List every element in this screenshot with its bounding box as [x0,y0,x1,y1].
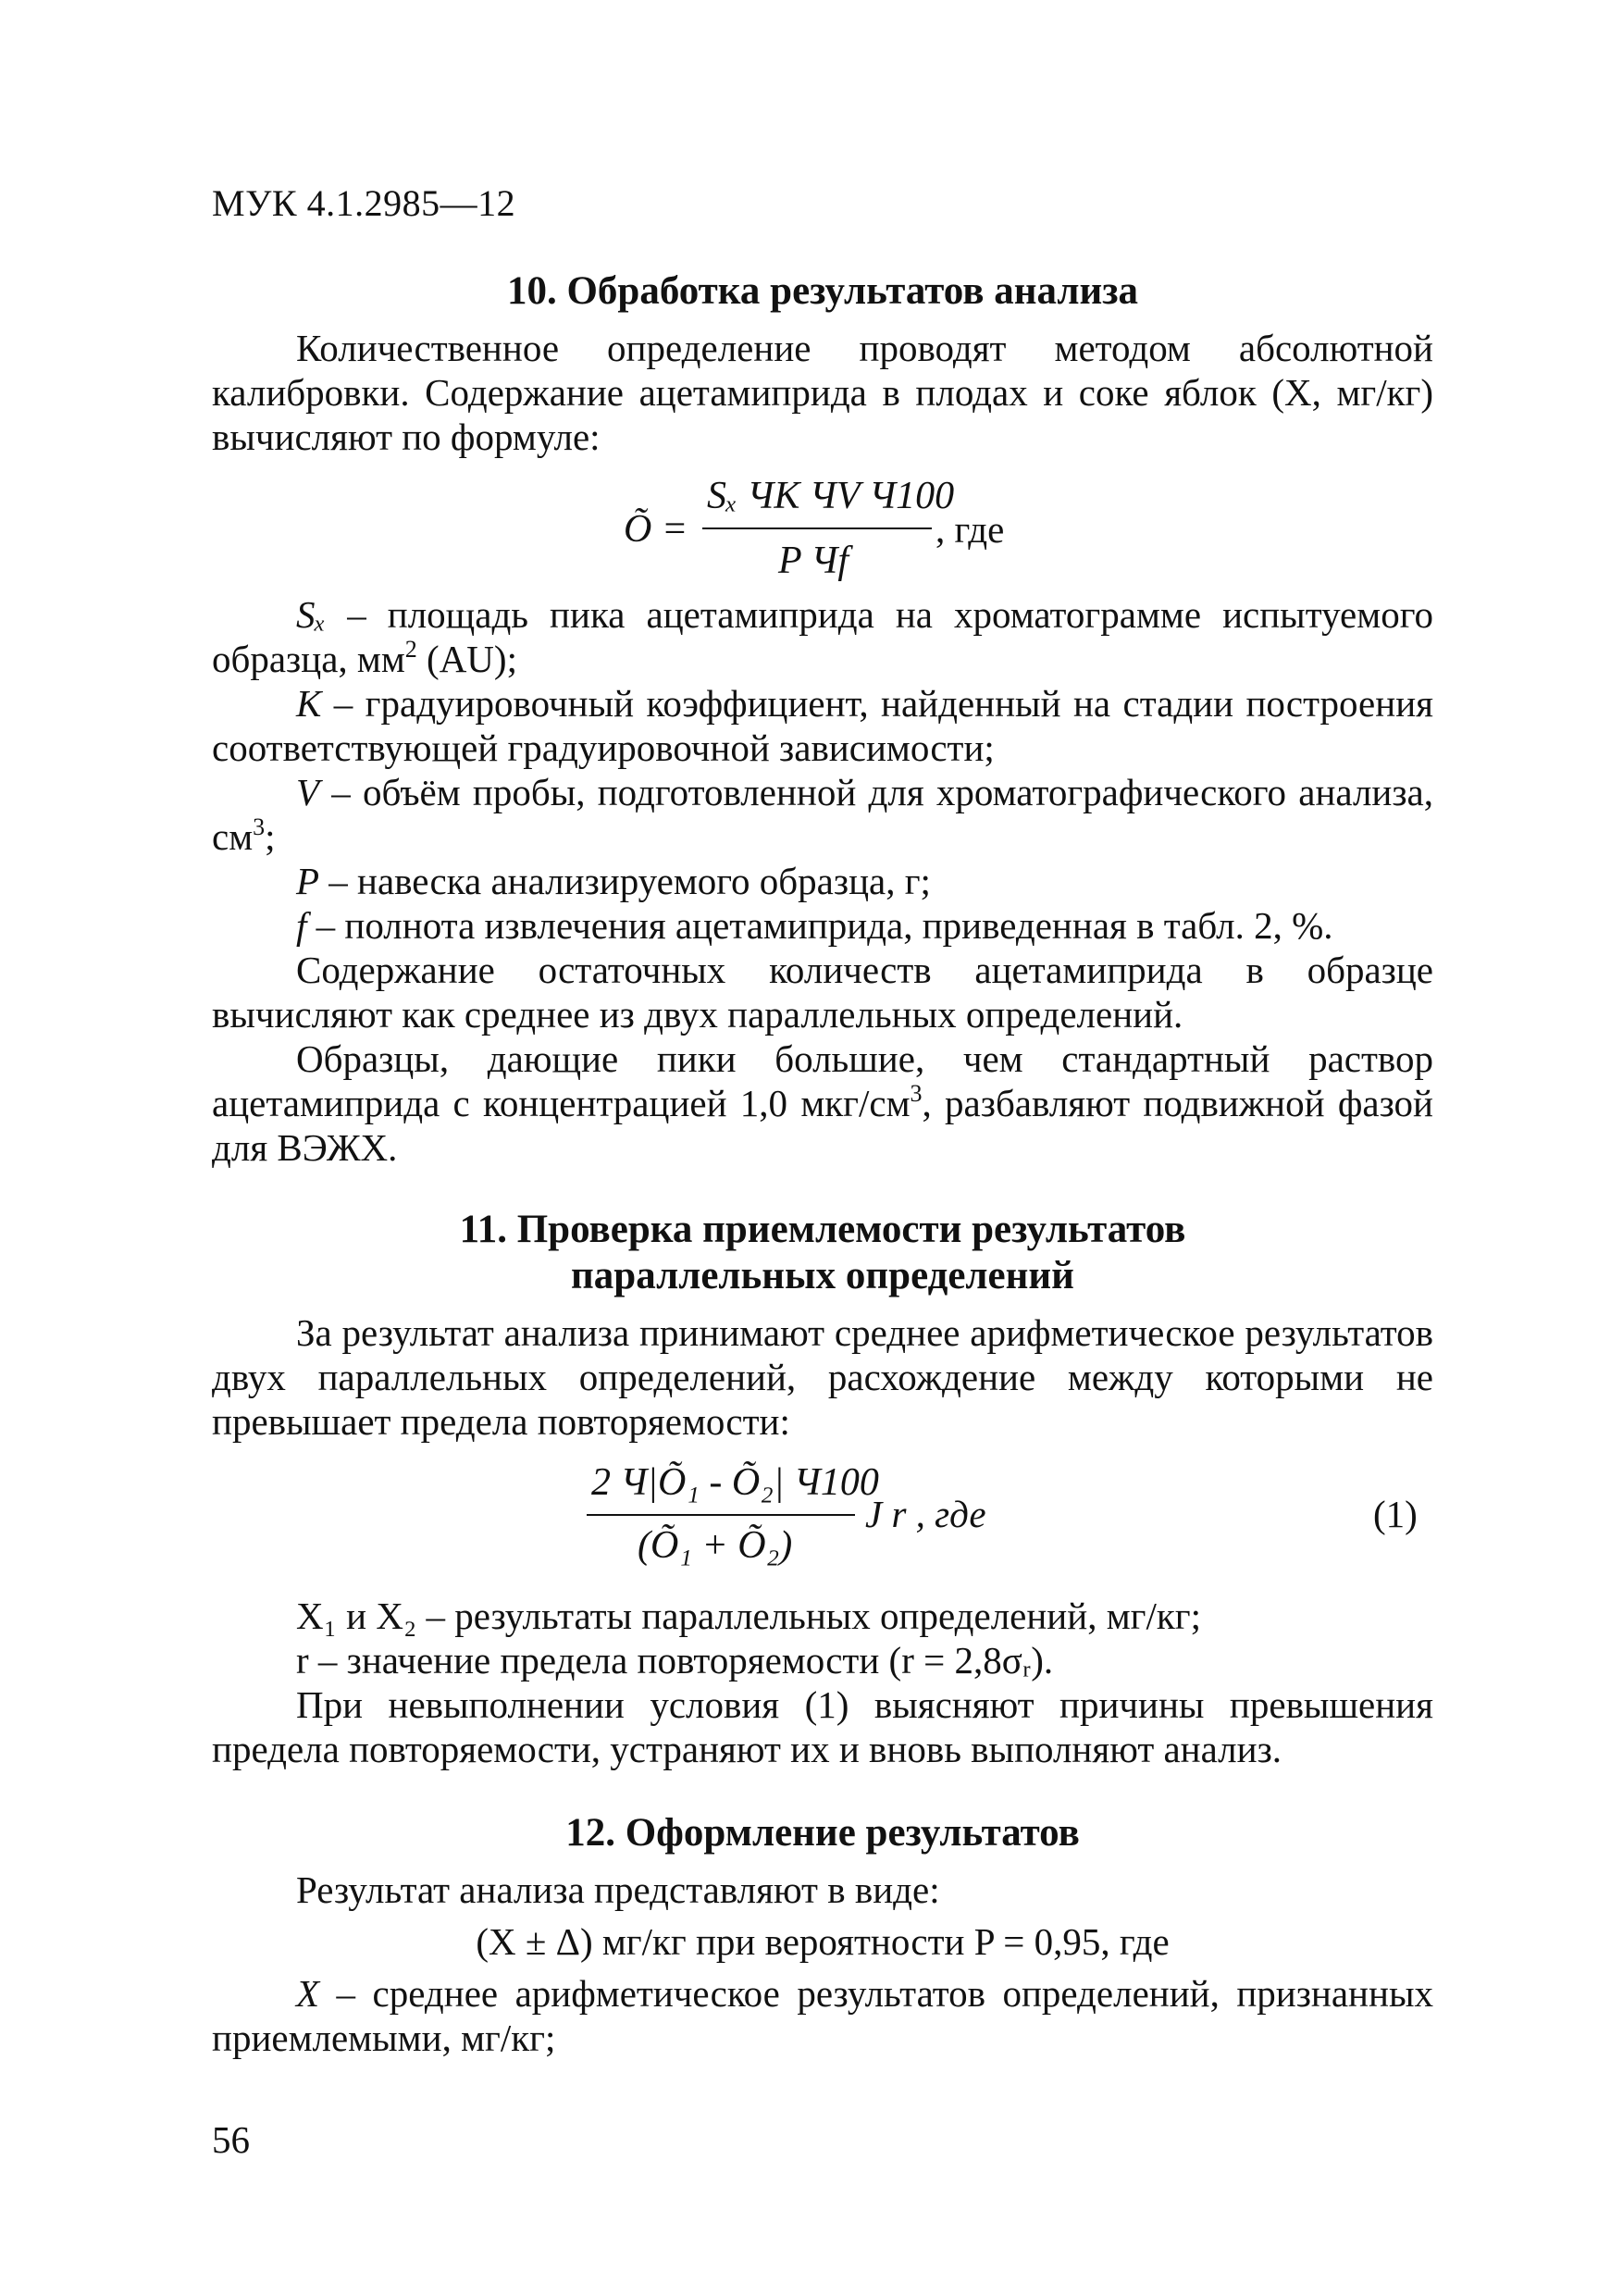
sec10-dilute-a: Образцы, дающие пики большие, чем стандартный раствор ацетамиприда с концентрацией 1,0 мкг/см [212,1037,1433,1124]
def-sx-sym: Sₓ [296,593,327,636]
sec10-dilute-b: , разбавляют подвижной фазой для ВЭЖХ. [212,1082,1433,1169]
def-sx-sup: 2 [404,636,417,663]
def-k [212,681,1433,770]
formula-suffix: , где [935,508,1005,551]
def-sx-text: – площадь пика ацетамиприда на хроматограмме испытуемого образца, мм [212,593,1433,680]
content [212,268,1433,2060]
sec11-intro: За результат анализа принимают среднее арифметическое результатов двух параллельных определений, расхождение между которыми не превышает предела повторяемости: [212,1311,1433,1443]
sec10-dilute [212,1036,1433,1170]
def-v [212,770,1433,859]
formula-repeatability [212,1457,1433,1588]
page-number: 56 [212,2118,250,2161]
formula-denominator: P Чf [778,540,849,582]
def-p-text: – навеска анализируемого образца, г; [319,860,931,902]
sec10-dilute-sup: 3 [910,1080,923,1107]
formula2-numerator: 2 Ч|Õ₁ - Õ₂| Ч100 [591,1461,879,1504]
formula2-rel: J r , где [865,1493,986,1535]
sec12-intro: Результат анализа представляют в виде: [296,1868,940,1911]
section-11-title [212,1207,1433,1299]
def-v-tail: ; [265,815,276,858]
def-v-sym: V [296,771,320,813]
formula2-denominator: (Õ₁ + Õ₂) [638,1524,793,1567]
section-12-title: 12. Оформление результатов [565,1811,1080,1855]
def-f-text: – полнота извлечения ацетамиприда, приведенная в табл. 2, %. [306,904,1333,947]
def-x-mean [212,1971,1433,2060]
doc-header: МУК 4.1.2985—12 [212,182,516,224]
def-x-mean-sym: X [296,1972,320,2015]
def-r: r – значение предела повторяемости (r = 2,8σᵣ). [296,1639,1054,1682]
def-v-text: – объём пробы, подготовленной для хроматографического анализа, см [212,771,1433,858]
def-k-text: – градуировочный коэффициент, найденный на стадии построения соответствующей градуировочной зависимости; [212,682,1433,769]
fraction-bar [702,527,932,529]
sec10-mean: Содержание остаточных количеств ацетамиприда в образце вычисляют как среднее из двух параллельных определений. [212,949,1433,1036]
sec11-fail: При невыполнении условия (1) выясняют причины превышения предела повторяемости, устраняют их и вновь выполняют анализ. [212,1683,1433,1770]
def-f [212,903,1433,948]
def-f-sym: f [296,904,307,947]
def-v-sup: 3 [253,813,266,840]
def-x1x2: X₁ и X₂ – результаты параллельных определений, мг/кг; [296,1595,1201,1637]
section-11-title-line2: параллельных определений [571,1254,1074,1297]
def-x-mean-text: – среднее арифметическое результатов определений, признанных приемлемыми, мг/кг; [212,1972,1433,2059]
def-sx [212,592,1433,681]
formula-numerator: Sₓ ЧK ЧV Ч100 [707,475,955,517]
formula2-number: (1) [1373,1493,1418,1535]
def-p-sym: P [296,860,320,902]
section-11-title-line1: 11. Проверка приемлемости результатов [459,1208,1186,1251]
def-p [212,859,1433,903]
fraction2-bar [587,1514,855,1516]
def-k-sym: K [296,682,322,725]
sec10-intro: Количественное определение проводят методом абсолютной калибровки. Содержание ацетамиприда в плодах и соке яблок (X, мг/кг) вычисляют по формуле: [212,327,1433,458]
def-sx-tail: (AU); [416,638,517,680]
formula-x [212,470,1433,589]
section-10-title: 10. Обработка результатов анализа [506,269,1139,313]
formula-lhs: Õ = [624,508,688,551]
sec12-expr: (X ± Δ) мг/кг при вероятности P = 0,95, где [476,1920,1170,1963]
